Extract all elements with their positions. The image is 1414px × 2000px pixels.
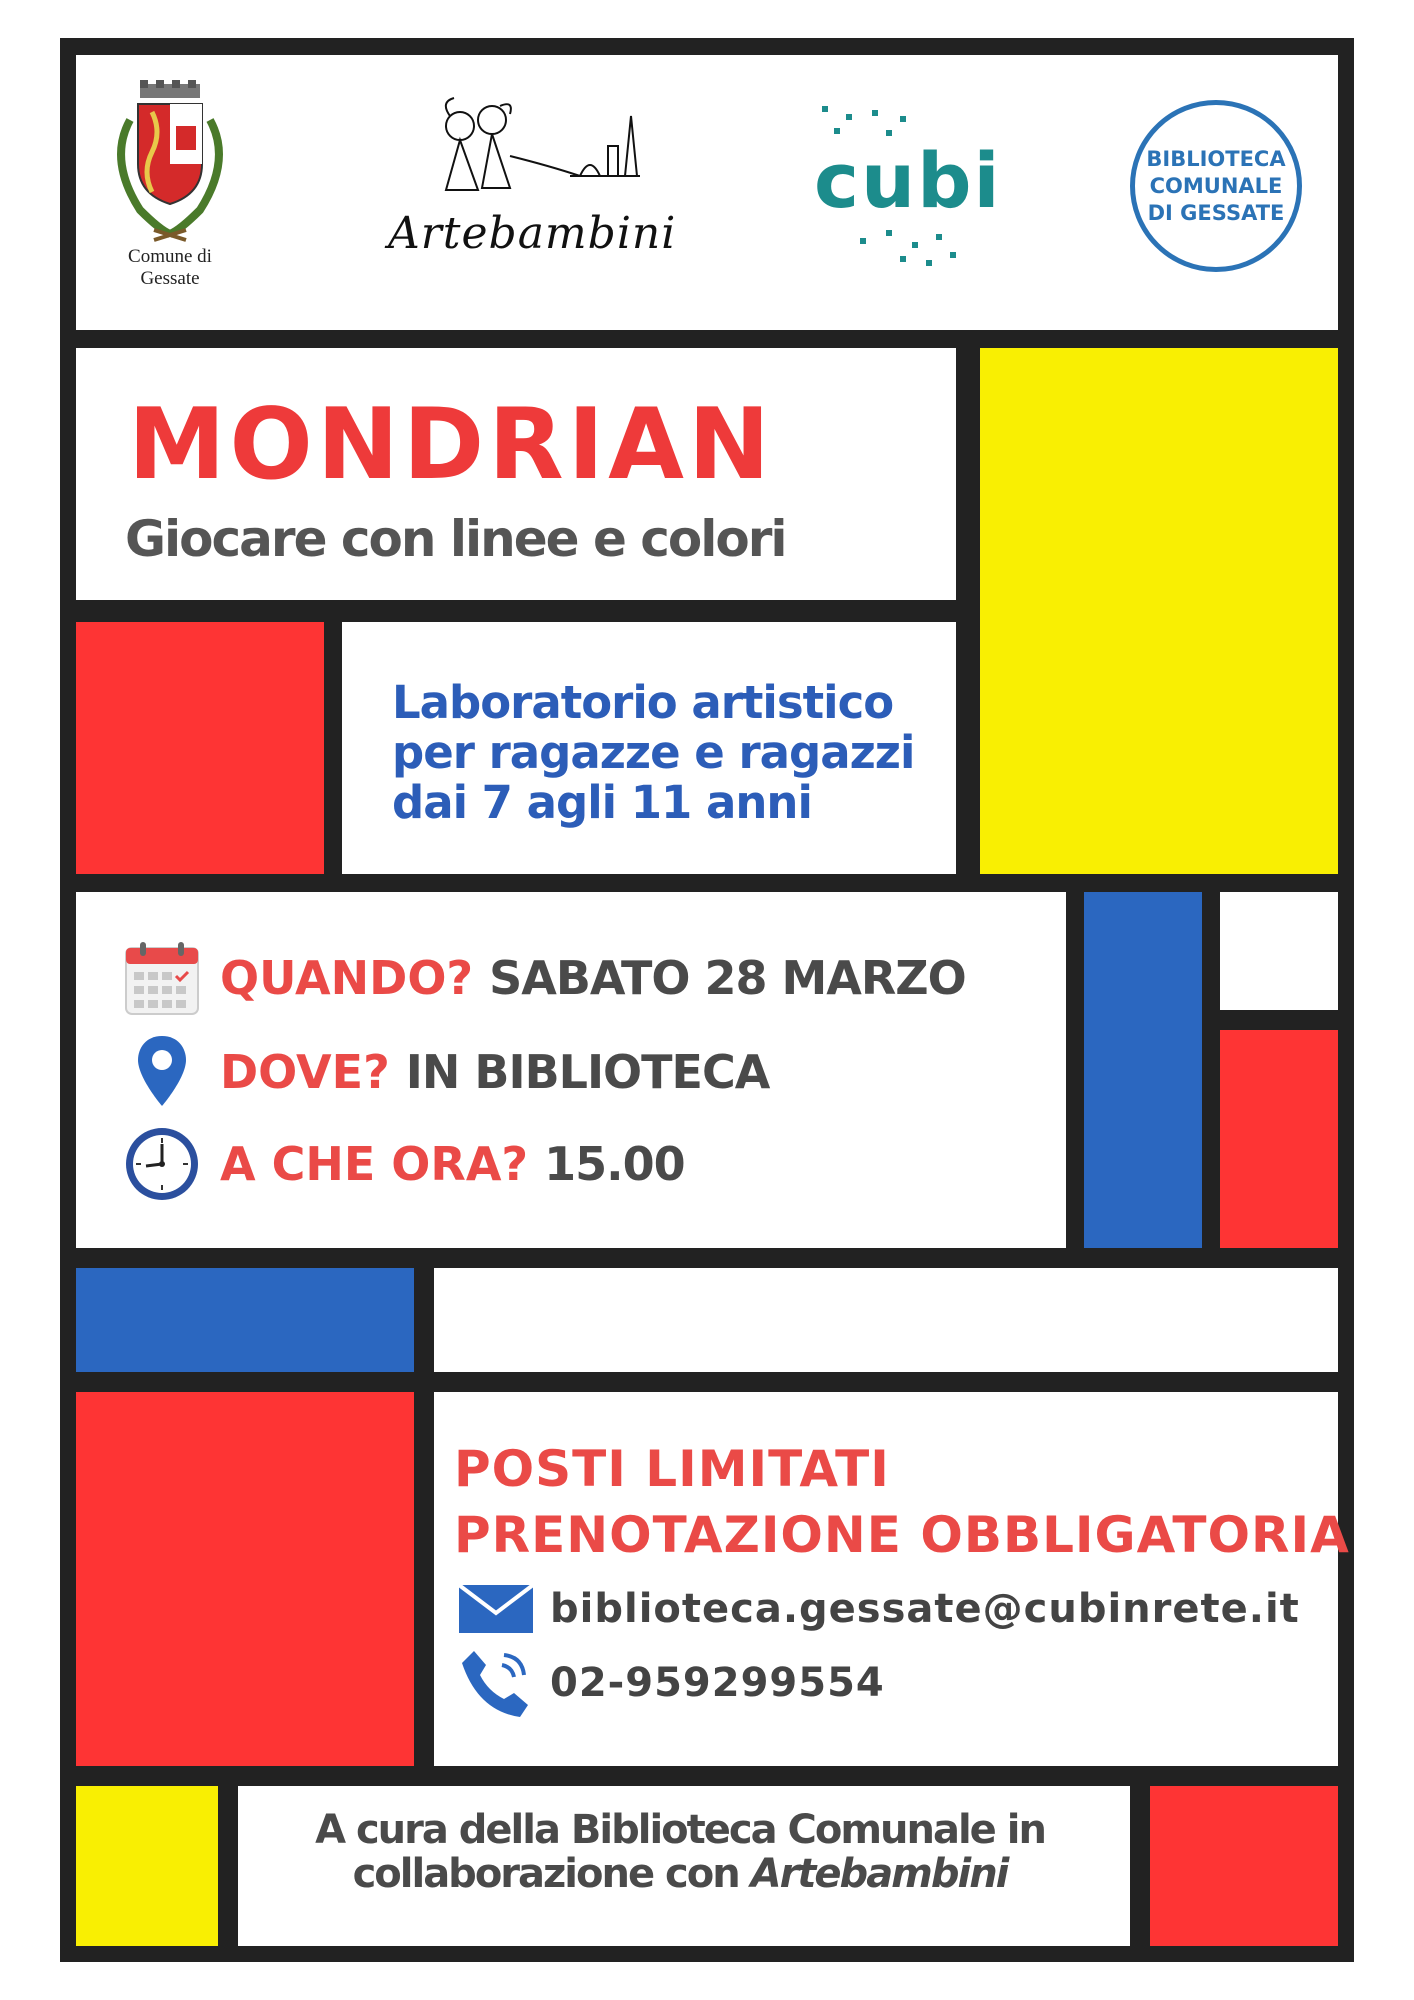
email-address[interactable]: biblioteca.gessate@cubinrete.it [550,1586,1300,1632]
detail-value: SABATO 28 MARZO [489,951,966,1005]
blue-block [1084,892,1202,1248]
badge-line: BIBLIOTECA [1146,146,1286,171]
badge-line: COMUNALE [1149,173,1283,198]
credit-text [240,1808,1120,1896]
children-drawing-icon [420,96,650,206]
map-pin-icon [120,1030,204,1114]
blue-block [76,1268,414,1372]
phone-icon [456,1648,536,1718]
white-block [1220,892,1338,1010]
clock-icon [120,1122,204,1206]
detail-value: 15.00 [544,1137,685,1191]
artebambini-logo-text: Artebambini [388,208,677,259]
credit-line [240,1852,1120,1896]
red-block [76,1392,414,1766]
workshop-line: per ragazze e ragazzi [392,726,915,779]
detail-where [120,1030,769,1114]
detail-time [120,1122,685,1206]
email-contact[interactable] [456,1574,1300,1644]
yellow-block [980,348,1338,874]
detail-when [120,936,966,1020]
detail-label: DOVE? [220,1045,390,1099]
cubi-logo-text: cubi [814,136,1002,225]
phone-contact[interactable] [456,1648,885,1718]
crest-label: Comune di Gessate [128,246,212,289]
detail-label: A CHE ORA? [220,1137,529,1191]
red-block [76,622,324,874]
red-block [1150,1786,1338,1946]
page-subtitle: Giocare con linee e colori [125,510,786,568]
red-block [1220,1030,1338,1248]
detail-label: QUANDO? [220,951,474,1005]
limited-seats-notice: POSTI LIMITATI [454,1440,890,1498]
page-title: MONDRIAN [128,388,774,502]
phone-number[interactable]: 02-959299554 [550,1660,885,1706]
detail-value: IN BIBLIOTECA [405,1045,770,1099]
mail-icon [456,1574,536,1644]
credit-prefix: collaborazione con [352,1851,751,1897]
workshop-line: dai 7 agli 11 anni [392,776,812,829]
biblioteca-badge [1130,100,1302,272]
white-strip [434,1268,1338,1372]
credit-line: A cura della Biblioteca Comunale in [315,1807,1045,1853]
badge-line: DI GESSATE [1147,200,1285,225]
workshop-line: Laboratorio artistico [392,676,894,729]
calendar-icon [120,936,204,1020]
mandatory-booking-notice: PRENOTAZIONE OBBLIGATORIA [454,1506,1350,1564]
credit-partner: Artebambini [750,1851,1008,1897]
crest-icon [100,80,240,250]
workshop-description [392,678,914,828]
yellow-block [76,1786,218,1946]
